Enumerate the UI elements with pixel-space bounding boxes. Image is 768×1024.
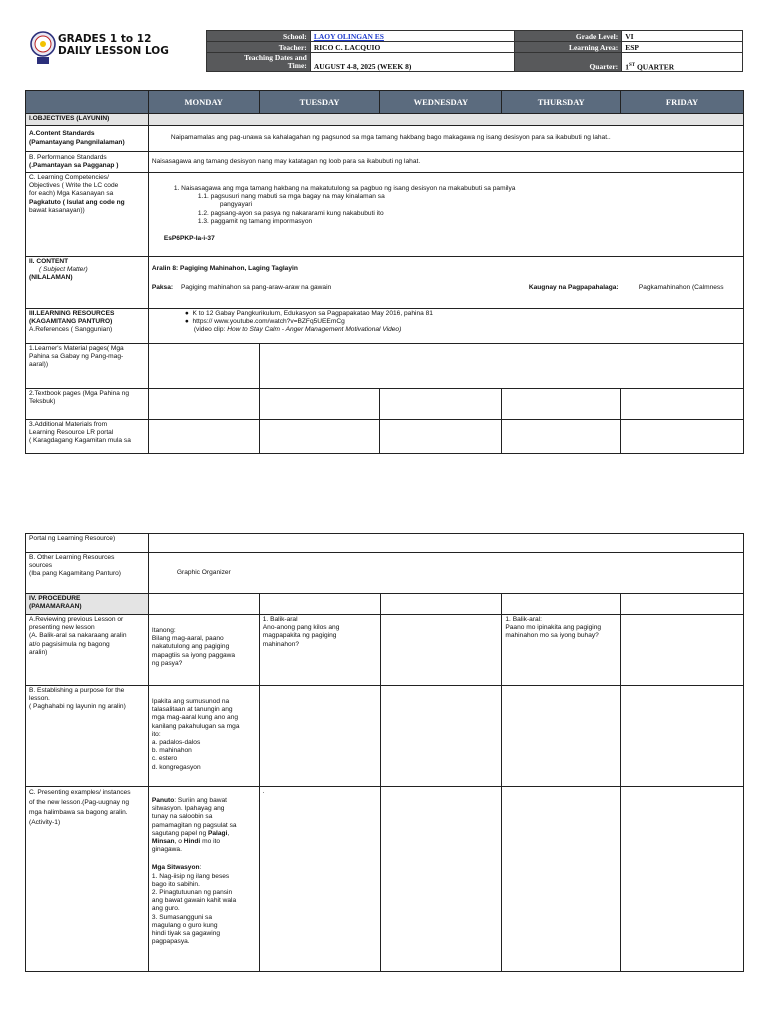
objectives-label: I.OBJECTIVES (LAYUNIN) xyxy=(26,114,149,126)
examples-label-1: C. Presenting examples/ instances xyxy=(29,789,131,796)
grade-level-value: VI xyxy=(622,31,743,42)
reference-3 xyxy=(185,326,740,334)
competencies-label-3: for each) Mga Kasanayan sa xyxy=(29,190,114,198)
tb-thursday xyxy=(502,389,621,420)
learners-material-label xyxy=(26,344,149,389)
textbook-label-2: Teksbuk) xyxy=(29,398,56,406)
examples-label xyxy=(26,787,149,972)
content-standards-label-1: A.Content Standards xyxy=(29,130,95,138)
panuto-line-6: Minsan, o Hindi mo ito xyxy=(151,838,221,846)
competency-line-1: 1. Naisasagawa ang mga tamang hakbang na makatutulong sa pagbuo ng isang desisyon na makabubuti sa pamilya xyxy=(173,185,516,192)
teaching-dates-value: AUGUST 4-8, 2025 (WEEK 8) xyxy=(310,53,515,72)
competencies-label-4: Pagkatuto ( Isulat ang code ng xyxy=(29,198,125,206)
sitwasyon-2c: ang guro. xyxy=(151,905,180,913)
portal-content xyxy=(148,534,743,553)
log-title xyxy=(58,33,169,57)
panuto-text-5: sagutang papel ng xyxy=(151,829,208,837)
review-tuesday-1: 1. Balik-aral xyxy=(262,616,298,623)
sitwasyon-3c: hindi tiyak sa gagawing xyxy=(151,930,221,938)
review-monday xyxy=(148,615,259,686)
panuto-text-1: : Suriin ang bawat xyxy=(174,797,228,804)
examples-wednesday xyxy=(380,787,502,972)
review-label-4: at/o pagsisimula ng bagong xyxy=(29,640,110,648)
sitwasyon-2a: 2. Pinagtutuunan ng pansin xyxy=(151,889,233,897)
proc-tuesday xyxy=(259,594,380,615)
tb-tuesday xyxy=(259,389,380,420)
reference-1 xyxy=(185,310,740,318)
competency-line-3: pangyayari xyxy=(219,201,253,209)
other-resources-label xyxy=(26,553,149,594)
competency-line-2: 1.1. pagsusuri nang mabuti sa mga bagay na may kinalaman sa xyxy=(197,193,385,201)
performance-standards-label xyxy=(26,152,149,173)
procedure-label xyxy=(26,594,149,615)
panuto-line-4: pamamagitan ng pagsulat sa xyxy=(151,821,237,829)
paksa-line xyxy=(152,273,740,292)
content-label-1: II. CONTENT xyxy=(29,258,69,265)
other-resources-label-3: (Iba pang Kagamitang Panturo) xyxy=(29,570,122,578)
objectives-content xyxy=(148,114,743,126)
log-title-line-1: GRADES 1 to 12 xyxy=(58,33,152,45)
panuto-line-3: tunay na saloobin sa xyxy=(151,813,213,821)
am-monday xyxy=(148,420,259,454)
additional-materials-label-3: ( Karagdagang Kagamitan mula sa xyxy=(29,437,131,445)
day-header-thursday: THURSDAY xyxy=(502,91,621,114)
review-thursday xyxy=(502,615,621,686)
day-header-blank xyxy=(26,91,149,114)
content-label xyxy=(26,257,149,309)
resources-label-3: A.References ( Sanggunian) xyxy=(29,326,113,334)
panuto-line-7: ginagawa. xyxy=(151,846,182,854)
review-label-5: aralin) xyxy=(29,648,48,656)
am-thursday xyxy=(502,420,621,454)
panuto-line-2: sitwasyon. Ipahayag ang xyxy=(151,805,225,813)
purpose-tuesday xyxy=(259,686,380,787)
competencies-label-5: bawat kasanayan)) xyxy=(29,206,85,214)
school-label: School: xyxy=(207,31,311,42)
competencies-label-1: C. Learning Competencies/ xyxy=(29,174,109,181)
teacher-label: Teacher: xyxy=(207,42,311,53)
purpose-item-b: b. mahinahon xyxy=(151,747,192,755)
day-header-wednesday: WEDNESDAY xyxy=(380,91,502,114)
review-label xyxy=(26,615,149,686)
palagi-word: Palagi xyxy=(207,829,228,837)
review-tuesday-3: magpapakita ng pagiging xyxy=(262,632,337,640)
log-title-line-2: DAILY LESSON LOG xyxy=(58,45,169,57)
competency-line-5: 1.3. paggamit ng tamang impormasyon xyxy=(197,217,313,225)
lesson-log-table-1 xyxy=(25,90,744,454)
day-header-friday: FRIDAY xyxy=(621,91,744,114)
additional-materials-label-1: 3.Additional Materials from xyxy=(29,421,108,428)
quarter-value xyxy=(622,53,743,72)
review-label-3: (A. Balik-aral sa nakaraang aralin xyxy=(29,632,127,640)
bullet-icon: ● xyxy=(184,310,193,317)
reference-1-text: K to 12 Gabay Pangkurikulum, Edukasyon sa Pagpapakatao May 2016, pahina 81 xyxy=(192,310,433,317)
purpose-label-3: ( Paghahabi ng layunin ng aralin) xyxy=(29,703,126,711)
sitwasyon-3a: 3. Sumasangguni sa xyxy=(151,913,212,921)
sitwasyon-1a: 1. Nag-iisip ng ilang beses xyxy=(151,872,230,880)
sitwasyon-label: Mga Sitwasyon xyxy=(151,864,200,872)
review-wednesday xyxy=(380,615,502,686)
examples-label-3: mga halimbawa sa bagong aralin. xyxy=(29,809,128,816)
teaching-dates-label xyxy=(207,53,311,72)
purpose-monday xyxy=(148,686,259,787)
purpose-line-4: kanilang pakahulugan sa mga xyxy=(151,722,240,730)
panuto-label: Panuto xyxy=(151,797,175,804)
additional-materials-label xyxy=(26,420,149,454)
bullet-icon: ● xyxy=(184,318,193,326)
textbook-label xyxy=(26,389,149,420)
teaching-dates-label-1: Teaching Dates and xyxy=(244,52,307,62)
examples-tuesday xyxy=(259,787,380,972)
purpose-thursday xyxy=(502,686,621,787)
review-tuesday-4: mahinahon? xyxy=(262,640,300,648)
kaugnay-label: Kaugnay na Pagpapahalaga: xyxy=(528,284,619,292)
deped-seal-logo xyxy=(30,31,56,67)
sitwasyon-heading: Mga Sitwasyon: xyxy=(151,864,202,872)
review-label-1: A.Reviewing previous Lesson or xyxy=(29,616,124,623)
tb-wednesday xyxy=(380,389,502,420)
resources-label xyxy=(26,309,149,344)
other-resources-label-1: B. Other Learning Resources xyxy=(29,554,115,561)
purpose-item-c: c. estero xyxy=(151,755,178,763)
minsan-word: Minsan xyxy=(151,838,175,846)
content-label-3: (NILALAMAN) xyxy=(29,274,73,282)
paksa-text: Pagiging mahinahon sa pang-araw-araw na gawain xyxy=(180,284,332,292)
purpose-label-1: B. Establishing a purpose for the xyxy=(29,687,125,694)
proc-thursday xyxy=(502,594,621,615)
learning-area-value: ESP xyxy=(622,42,743,53)
content-standards-label-2: (Pamantayang Pangnilalaman) xyxy=(29,138,125,146)
day-header-tuesday: TUESDAY xyxy=(259,91,380,114)
review-thursday-3: mahinahon mo sa iyong buhay? xyxy=(505,632,599,640)
proc-wednesday xyxy=(380,594,502,615)
other-resources-text: Graphic Organizer xyxy=(148,553,743,594)
purpose-line-1: Ipakita ang sumusunod na xyxy=(151,698,230,705)
tb-monday xyxy=(148,389,259,420)
content-label-2: ( Subject Matter) xyxy=(39,266,88,274)
review-thursday-2: Paano mo ipinakita ang pagiging xyxy=(505,624,602,632)
references-text xyxy=(148,309,743,344)
quarter-suffix: ST xyxy=(628,62,636,68)
am-friday xyxy=(621,420,744,454)
panuto-text-6: mo ito xyxy=(200,838,221,846)
aralin-title: Aralin 8: Pagiging Mahinahon, Laging Taglayin xyxy=(151,265,298,272)
resources-label-1: III.LEARNING RESOURCES xyxy=(29,310,115,317)
content-text xyxy=(148,257,743,309)
performance-standards-text: Naisasagawa ang tamang desisyon nang may katatagan ng loob para sa ikabubuti ng lahat. xyxy=(148,152,743,173)
school-value[interactable]: LAOY OLINGAN ES xyxy=(310,31,515,42)
textbook-label-1: 2.Textbook pages (Mga Pahina ng xyxy=(29,390,130,397)
purpose-line-5: ito: xyxy=(151,730,161,738)
sitwasyon-3d: pagpapasya. xyxy=(151,938,190,946)
learners-material-label-1: 1.Learner's Material pages( Mga xyxy=(29,345,124,352)
learners-material-label-2: Pahina sa Gabay ng Pang-mag- xyxy=(29,353,124,361)
quarter-label: Quarter: xyxy=(515,53,622,72)
competencies-label-2: Objectives ( Write the LC code xyxy=(29,182,119,190)
quarter-number: 1 xyxy=(625,62,629,71)
reference-2 xyxy=(185,318,740,326)
review-monday-3: nakatutulong ang pagiging xyxy=(151,643,230,651)
review-monday-5: ng pasya? xyxy=(151,659,183,667)
portal-label: Portal ng Learning Resource) xyxy=(26,534,149,553)
review-tuesday-2: Ano-anong pang kilos ang xyxy=(262,624,340,632)
examples-label-2: of the new lesson.(Pag-uugnay ng xyxy=(29,799,130,806)
competencies-text xyxy=(148,173,743,257)
proc-friday xyxy=(621,594,744,615)
performance-standards-label-2: (.Pamantayan sa Pagganap ) xyxy=(29,162,119,169)
day-header-monday: MONDAY xyxy=(148,91,259,114)
examples-friday xyxy=(621,787,744,972)
review-label-2: presenting new lesson xyxy=(29,624,95,632)
sitwasyon-1b: bago ito sabihin. xyxy=(151,880,200,888)
review-thursday-1: 1. Balik-aral: xyxy=(505,616,543,623)
lm-monday xyxy=(148,344,259,389)
review-tuesday xyxy=(259,615,380,686)
sitwasyon-2b: ang bawat gawain kahit wala xyxy=(151,897,237,905)
competencies-label xyxy=(26,173,149,257)
purpose-item-d: d. kongregasyon xyxy=(151,763,201,771)
grade-level-label: Grade Level: xyxy=(515,31,622,42)
examples-thursday xyxy=(502,787,621,972)
purpose-label xyxy=(26,686,149,787)
panuto-line-1 xyxy=(152,797,256,805)
tb-friday xyxy=(621,389,744,420)
performance-standards-label-1: B. Performance Standards xyxy=(29,153,107,161)
kaugnay-text: Pagkamahinahon (Calmness xyxy=(638,284,724,292)
hindi-word: Hindi xyxy=(183,838,201,846)
purpose-line-3: mga mag-aaral kung ano ang xyxy=(151,714,239,722)
review-friday xyxy=(621,615,744,686)
other-resources-label-2: sources xyxy=(29,562,53,570)
paksa-label: Paksa: xyxy=(151,284,174,292)
resources-label-2: (KAGAMITANG PANTURO) xyxy=(29,318,113,326)
examples-label-4: (Activity-1) xyxy=(29,819,61,826)
content-standards-label xyxy=(26,126,149,152)
additional-materials-label-2: Learning Resource LR portal xyxy=(29,429,114,437)
review-monday-4: mapagtiis sa iyong paggawa xyxy=(151,651,236,659)
proc-monday xyxy=(148,594,259,615)
examples-monday xyxy=(148,787,259,972)
teacher-value: RICO C. LACQUIO xyxy=(310,42,515,53)
header-info-table xyxy=(206,30,743,72)
lesson-log-table-2 xyxy=(25,533,744,972)
panuto-line-5: sagutang papel ng Palagi, xyxy=(151,829,230,837)
am-wednesday xyxy=(380,420,502,454)
quarter-word: QUARTER xyxy=(635,62,675,71)
sitwasyon-3b: magulang o guro kung xyxy=(151,921,218,929)
teaching-dates-label-2: Time: xyxy=(287,61,307,70)
learning-area-label: Learning Area: xyxy=(515,42,622,53)
review-monday-1: Itanong: xyxy=(151,627,176,634)
procedure-label-2: (PAMAMARAAN) xyxy=(29,603,82,611)
procedure-label-1: IV. PROCEDURE xyxy=(29,595,81,602)
lm-tuesday-friday xyxy=(259,344,743,389)
learners-material-label-3: aaral)) xyxy=(29,361,49,369)
purpose-label-2: lesson. xyxy=(29,695,50,703)
review-monday-2: Bilang mag-aaral, paano xyxy=(151,635,224,643)
am-tuesday xyxy=(259,420,380,454)
reference-3-title: How to Stay Calm - Anger Management Motivational Video) xyxy=(227,326,402,334)
competency-line-4: 1.2. pagsang-ayon sa pasya ng nakararami kung nakabubuti ito xyxy=(197,209,384,217)
purpose-line-2: talasalitaan at tanungin ang xyxy=(151,706,233,714)
content-standards-text: Naipamamalas ang pag-unawa sa kahalagahan ng pagsunod sa mga tamang hakbang bago makagawa ng isang desisyon para sa ikabubuti ng lahat.. xyxy=(148,126,743,152)
competency-code: EsP6PKP-Ia-i-37 xyxy=(163,235,215,243)
reference-3-prefix: (video clip: xyxy=(193,326,228,334)
examples-tuesday-mark: . xyxy=(262,788,265,795)
purpose-friday xyxy=(621,686,744,787)
purpose-wednesday xyxy=(380,686,502,787)
purpose-item-a: a. padalos-dalos xyxy=(151,739,201,747)
reference-2-link[interactable]: https:// www.youtube.com/watch?v=BZFq5UEEmCg xyxy=(192,318,345,326)
